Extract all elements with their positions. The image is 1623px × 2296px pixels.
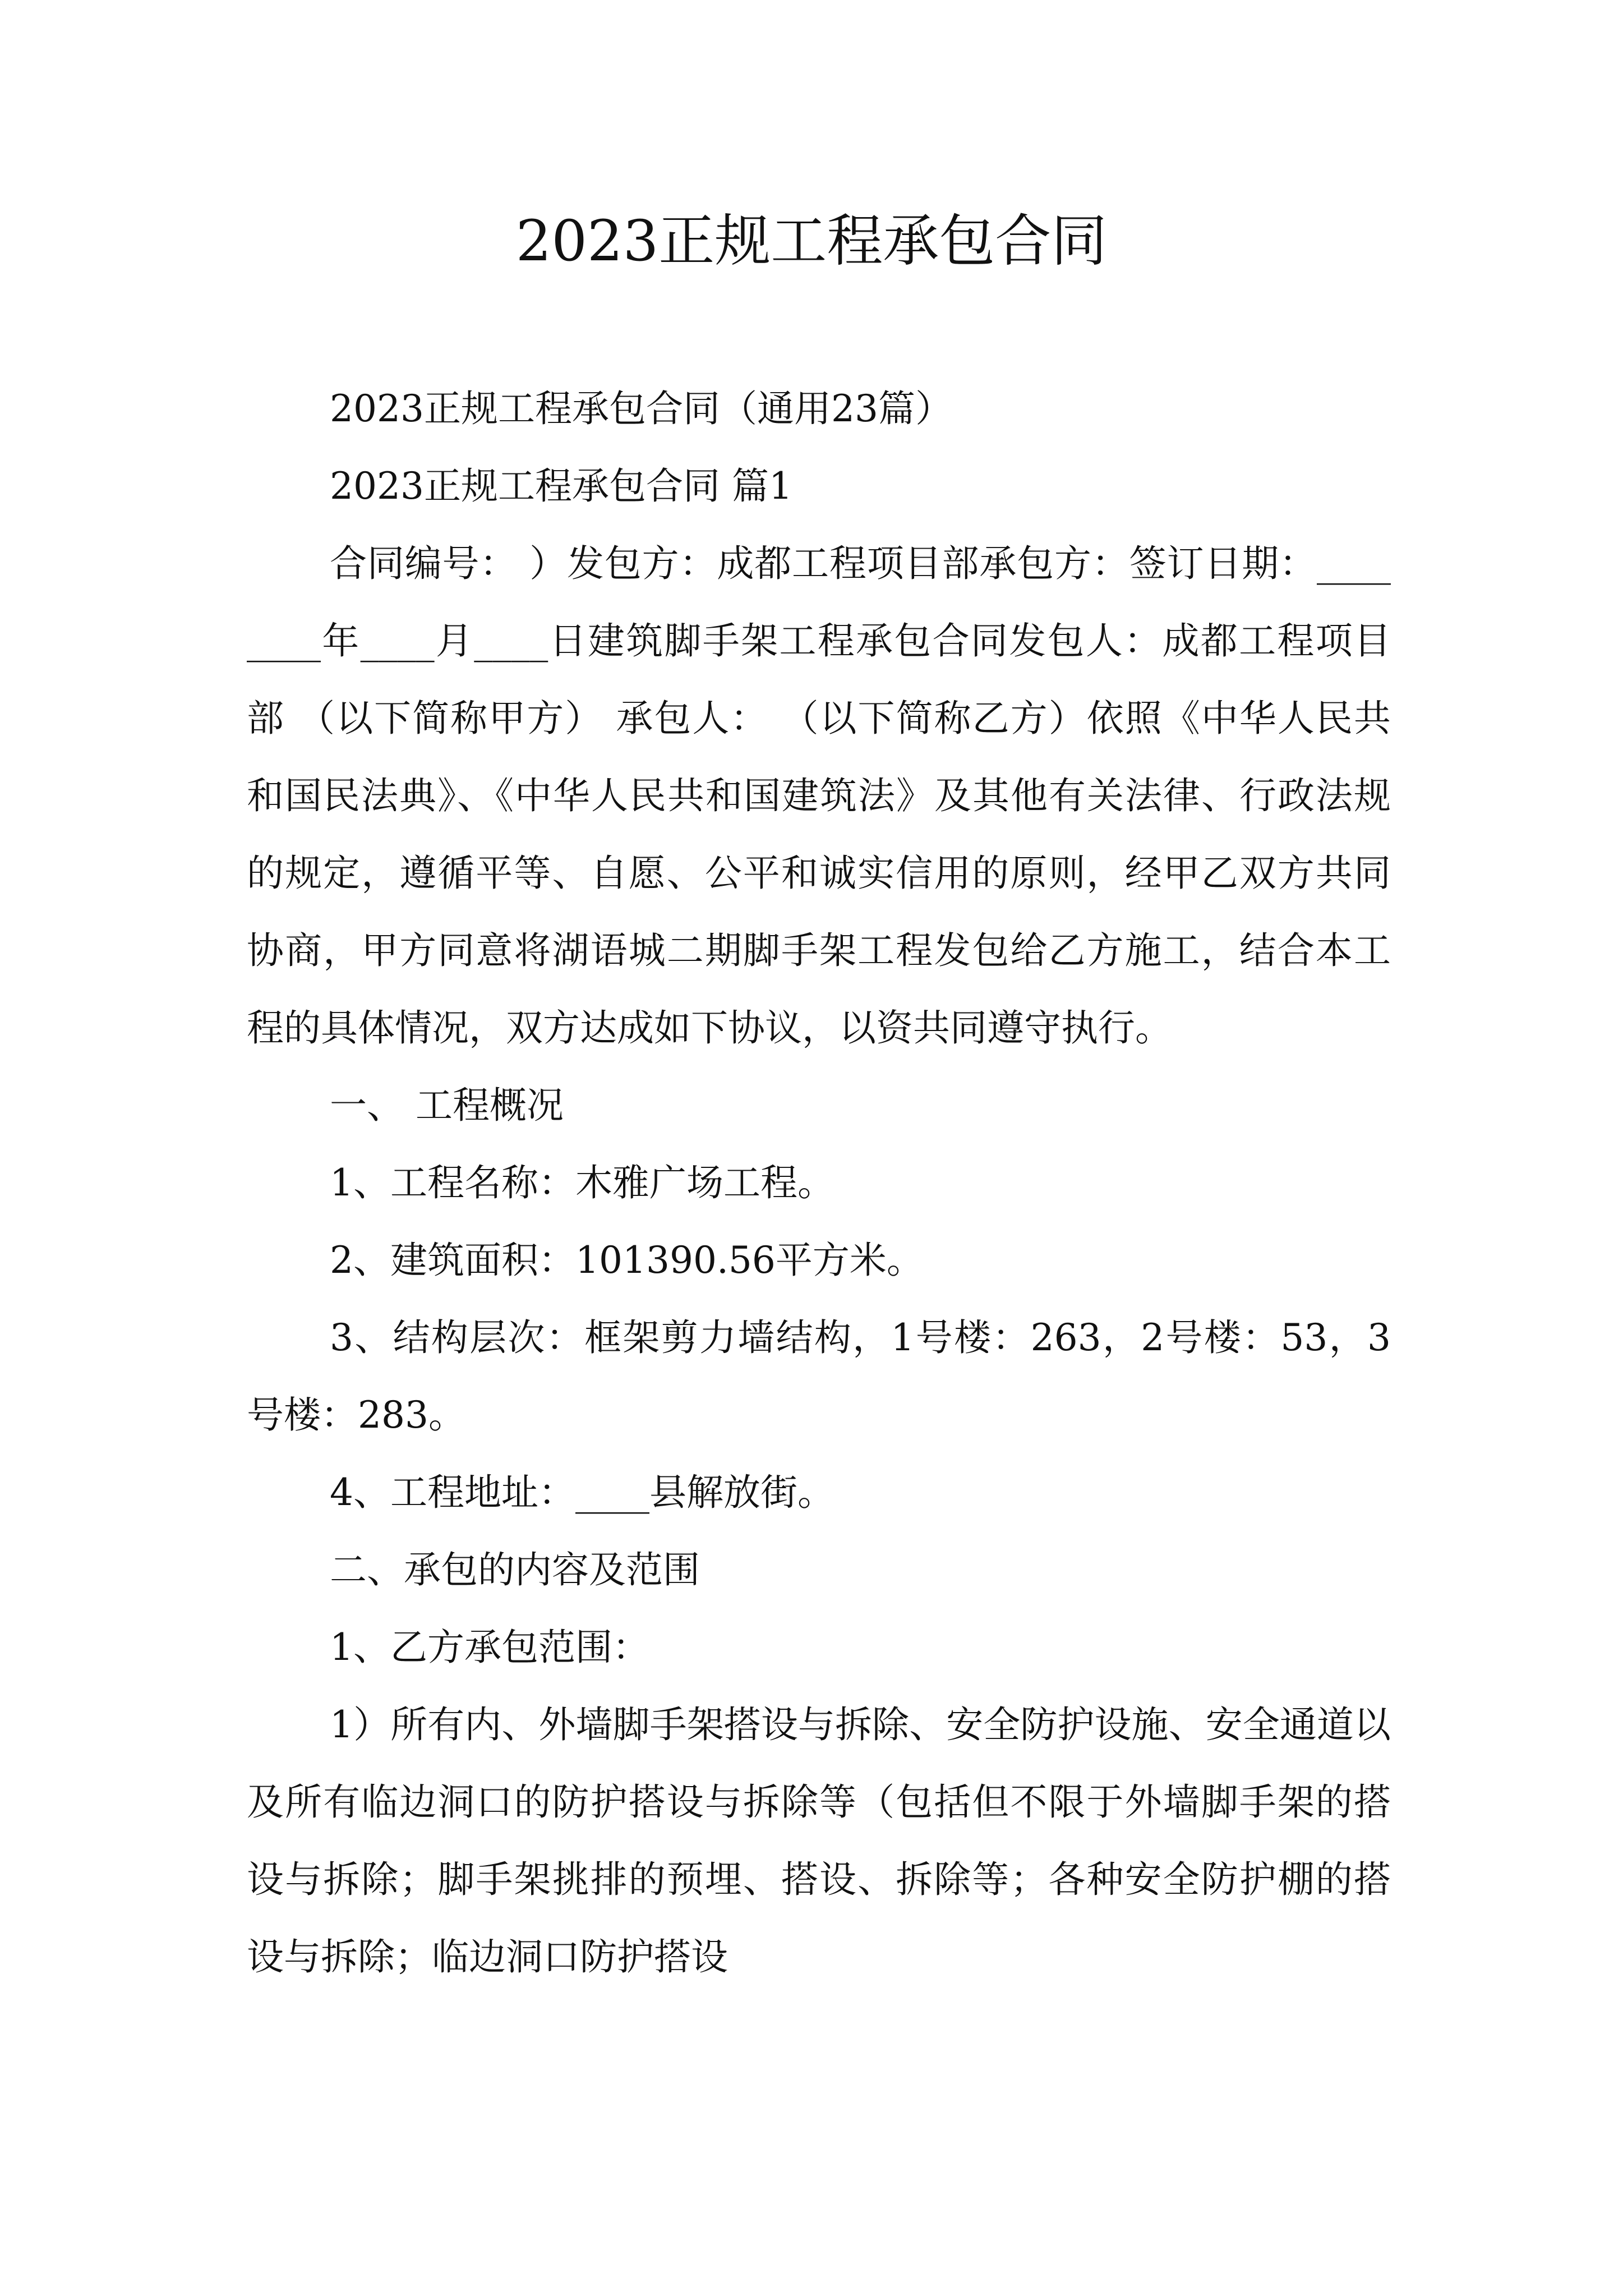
paragraph-heading-scope: 二、承包的内容及范围 bbox=[330, 1548, 700, 1591]
paragraph-project-address: 4、工程地址：____县解放街。 bbox=[330, 1471, 834, 1514]
paragraph-building-area: 2、建筑面积：101390.56平方米。 bbox=[330, 1239, 924, 1282]
paragraph-contractor-scope: 1、乙方承包范围： bbox=[330, 1626, 649, 1669]
paragraph-scope-item-1: 1）所有内、外墙脚手架搭设与拆除、安全防护设施、安全通道以及所有临边洞口的防护搭设与拆除等（包括但不限于外墙脚手架的搭设与拆除；脚手架挑排的预埋、搭设、拆除等；各种安全防护棚的搭设与拆除；临边洞口防护搭设 bbox=[247, 1703, 1391, 1978]
paragraph-preamble: 合同编号： ）发包方：成都工程项目部承包方：签订日期：________年____月____日建筑脚手架工程承包合同发包人：成都工程项目部 （以下简称甲方） 承包人： （以下简称乙方）依照《中华人民共和国民法典》、《中华人民共和国建筑法》及其他有关法律、行政法规的规定，遵循平等、自愿、公平和诚实信用的原则，经甲乙双方共同协商，甲方同意将湖语城二期脚手架工程发包给乙方施工，结合本工程的具体情况，双方达成如下协议，以资共同遵守执行。 bbox=[247, 542, 1391, 1050]
document-title: 2023正规工程承包合同 bbox=[515, 208, 1108, 274]
paragraph-heading-project-overview: 一、 工程概况 bbox=[330, 1084, 564, 1127]
paragraph-project-name: 1、工程名称：木雅广场工程。 bbox=[330, 1161, 834, 1204]
paragraph-structure: 3、结构层次：框架剪力墙结构，1号楼：263，2号楼：53，3号楼：283。 bbox=[247, 1316, 1391, 1437]
document-body bbox=[247, 370, 1391, 1996]
paragraph-section-heading: 2023正规工程承包合同 篇1 bbox=[330, 464, 792, 508]
paragraph-subtitle: 2023正规工程承包合同（通用23篇） bbox=[330, 387, 952, 430]
